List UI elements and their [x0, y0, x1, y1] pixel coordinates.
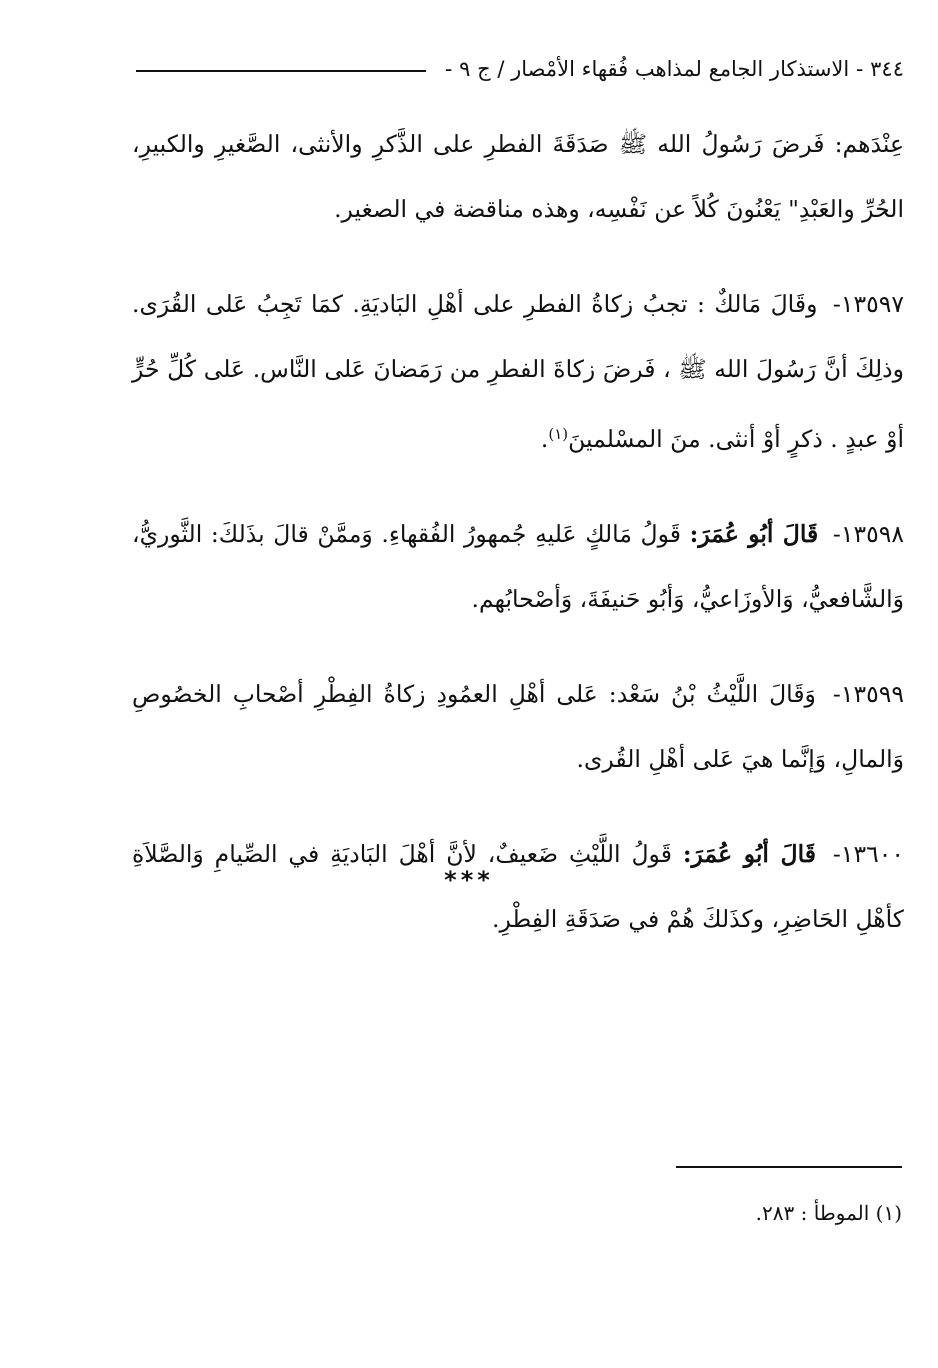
paragraph-continuation: [132, 112, 904, 242]
page-header: [130, 52, 904, 92]
speaker-lead: قَالَ أبُو عُمَرَ:: [682, 840, 816, 868]
paragraph-number: ١٣٥٩٨-: [832, 520, 904, 548]
footnote-rule: [676, 1166, 902, 1168]
paragraph-text: عِنْدَهم: فَرضَ رَسُولُ الله ﷺ صَدَقَةَ الفطرِ على الذَّكرِ والأنثى، الصَّغيرِ والكبيرِ، الحُرِّ والعَبْدِ" يَعْنُونَ كُلاً عن نَفْسِه، وهذه مناقضة في الصغير.: [132, 130, 904, 223]
section-separator: ***: [444, 866, 494, 894]
paragraph-text: قَولُ اللَّيْثِ ضَعيفٌ، لأنَّ أهْلَ البَاديَةِ في الصِّيامِ وَالصَّلاَةِ كأهْلِ الحَاضِرِ، وكذَلكَ هُمْ في صَدَقَةِ الفِطْرِ.: [132, 840, 904, 933]
main-text: [132, 112, 904, 982]
header-rule: [136, 70, 426, 72]
paragraph-13598: [132, 502, 904, 632]
paragraph-text: قَولُ مَالكٍ عَليهِ جُمهورُ الفُقهاءِ. وَممَّنْ قالَ بذَلكَ: الثَّوريُّ، وَالشَّافعيُّ، وَالأوزَاعيُّ، وَأبُو حَنيفَةَ، وَأصْحابُهم.: [132, 520, 904, 613]
paragraph-text: وَقَالَ اللَّيْثُ بْنُ سَعْد: عَلى أهْلِ العمُودِ زكاةُ الفِطْرِ أصْحابِ الخصُوصِ وَالمالِ، وَإنَّما هيَ عَلى أهْلِ القُرى.: [132, 680, 904, 773]
running-title: ٣٤٤ - الاستذكار الجامع لمذاهب فُقهاء الأمْصار / ج ٩ -: [444, 57, 904, 81]
paragraph-number: ١٣٥٩٧-: [832, 290, 904, 318]
paragraph-number: ١٣٥٩٩-: [832, 680, 904, 708]
paragraph-13599: [132, 662, 904, 792]
paragraph-number: ١٣٦٠٠-: [832, 840, 904, 868]
footnote-reference: (١): [548, 425, 569, 443]
paragraph-13597: ١٣٥٩٧- وقَالَ مَالكٌ : تجبُ زكاةُ الفطرِ على أهْلِ البَاديَةِ. كمَا تَجِبُ عَلى القُرَى. وذلِكَ أنَّ رَسُولَ الله ﷺ ، فَرضَ زكاةَ الفطرِ من رَمَضانَ عَلى النَّاس. عَلى كُلِّ حُرٍّ أوْ عبدٍ . ذكرٍ أوْ أنثى. منَ المسْلمينَ$^{(١)}$.: [132, 290, 904, 453]
footnote: (١) الموطأ : ٢٨٣.: [755, 1201, 902, 1225]
speaker-lead: قَالَ أبُو عُمَرَ:: [689, 520, 819, 548]
paragraph-text: وقَالَ مَالكٌ : تجبُ زكاةُ الفطرِ على أهْلِ البَاديَةِ. كمَا تَجِبُ عَلى القُرَى. وذلِكَ أنَّ رَسُولَ الله ﷺ ، فَرضَ زكاةَ الفطرِ من رَمَضانَ عَلى النَّاس. عَلى كُلِّ حُرٍّ أوْ عبدٍ . ذكرٍ أوْ أنثى. منَ المسْلمينَ: [132, 290, 904, 453]
